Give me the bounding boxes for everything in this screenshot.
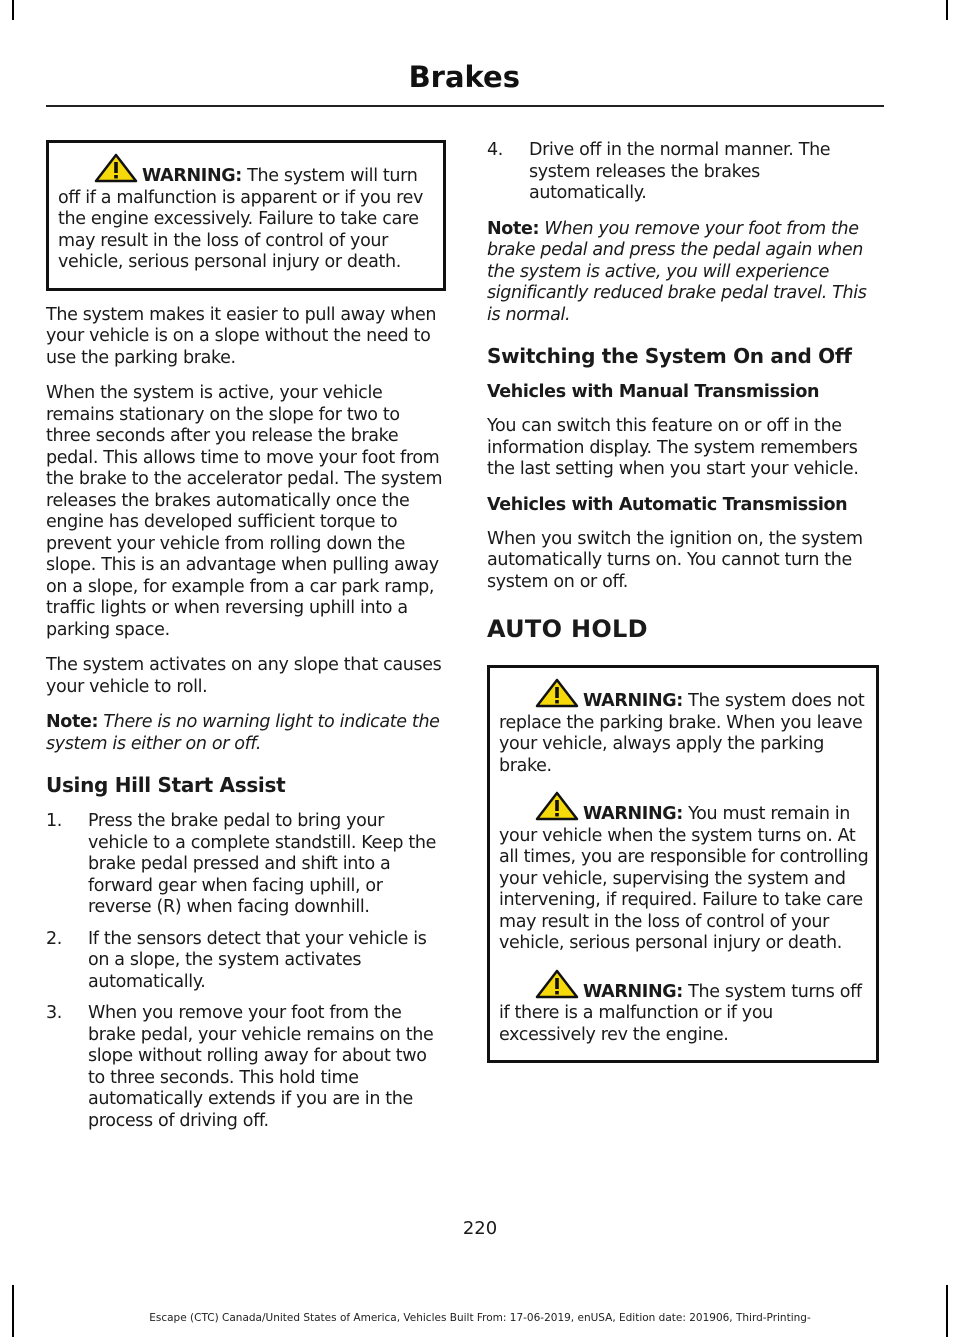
warning-paragraph [58, 153, 436, 274]
step-text: If the sensors detect that your vehicle is on a slope, the system activates automatically. [88, 928, 427, 992]
body-paragraph: The system activates on any slope that causes your vehicle to roll. [46, 655, 442, 697]
note-label: Note: [46, 712, 99, 732]
subheading: Vehicles with Manual Transmission [487, 382, 820, 402]
list-item [46, 1003, 446, 1132]
chapter-heading: AUTO HOLD [487, 615, 648, 643]
section-heading: Using Hill Start Assist [46, 773, 286, 797]
body-paragraph: When you switch the ignition on, the system automatically turns on. You cannot turn the system on or off. [487, 528, 863, 592]
note [487, 219, 879, 327]
warning-triangle-icon [535, 969, 579, 999]
warning-label: WARNING: [583, 981, 683, 1002]
warning-triangle-icon [535, 678, 579, 708]
list-item [487, 140, 879, 205]
right-column [487, 140, 879, 1077]
left-column [46, 140, 446, 1146]
step-text: When you remove your foot from the brake pedal, your vehicle remains on the slope without rolling away for about two to three seconds. This hold time automatically extends if you are in the process of driving off. [88, 1003, 434, 1131]
warning-text: The system does not replace the parking brake. When you leave your vehicle, always apply the parking brake. [499, 691, 865, 776]
step-number: 4. [487, 140, 503, 160]
note [46, 712, 446, 755]
warning-box [487, 665, 879, 1063]
section-heading: Switching the System On and Off [487, 344, 852, 368]
warning-paragraph [499, 678, 869, 777]
warning-text: The system turns off if there is a malfunction or if you excessively rev the engine. [499, 981, 862, 1045]
note-text: When you remove your foot from the brake pedal and press the pedal again when the system is active, you will experience significantly reduced brake pedal travel. This is normal. [487, 218, 867, 325]
warning-triangle-icon [535, 791, 579, 821]
crop-mark [12, 0, 14, 20]
warning-label: WARNING: [142, 166, 242, 186]
warning-paragraph [499, 969, 869, 1047]
warning-triangle-icon [94, 153, 138, 183]
body-paragraph: You can switch this feature on or off in the information display. The system remembers the last setting when you start your vehicle. [487, 416, 859, 479]
warning-text: You must remain in your vehicle when the system turns on. At all times, you are responsible for controlling your vehicle, supervising the system and intervening, if required. Failure to take care may result in the loss of control of your vehicle, serious personal injury or death. [499, 804, 869, 953]
step-number: 2. [46, 928, 62, 949]
crop-mark [12, 1285, 14, 1337]
step-text: Drive off in the normal manner. The system releases the brakes automatically. [529, 140, 831, 203]
page-number: 220 [462, 1218, 498, 1239]
list-item [46, 811, 446, 919]
header-divider [46, 105, 884, 107]
steps-list [46, 811, 446, 1132]
body-paragraph: The system makes it easier to pull away when your vehicle is on a slope without the need to use the parking brake. [46, 304, 437, 368]
warning-box [46, 140, 446, 291]
subheading: Vehicles with Automatic Transmission [487, 494, 848, 515]
body-paragraph: When the system is active, your vehicle remains stationary on the slope for two to three seconds after you release the brake pedal. This allows time to move your foot from the brake to the accelerator pedal. The system releases the brakes automatically once the engine has developed sufficient torque to prevent your vehicle from rolling down the slope. This is an advantage when pulling away on a slope, for example from a car park ramp, traffic lights or when reversing uphill into a parking space. [46, 383, 443, 640]
list-item [46, 929, 446, 994]
step-number: 3. [46, 1003, 62, 1023]
warning-label: WARNING: [583, 804, 683, 824]
crop-mark [946, 1285, 948, 1337]
page-title: Brakes [408, 60, 520, 94]
warning-text: The system will turn off if a malfunction is apparent or if you rev the engine excessively. Failure to take care may result in the loss of control of your vehicle, serious personal injury or death. [58, 166, 424, 272]
step-text: Press the brake pedal to bring your vehicle to a complete standstill. Keep the brake pedal pressed and shift into a forward gear when facing uphill, or reverse (R) when facing downhill. [88, 811, 437, 917]
crop-mark [946, 0, 948, 20]
warning-paragraph [499, 791, 869, 955]
note-label: Note: [487, 218, 540, 239]
step-number: 1. [46, 811, 62, 831]
warning-label: WARNING: [583, 691, 683, 711]
footer-text: Escape (CTC) Canada/United States of America, Vehicles Built From: 17-06-2019, enUSA, Edition date: 201906, Third-Printing- [149, 1312, 811, 1324]
steps-list-continued [487, 140, 879, 205]
note-text: There is no warning light to indicate the system is either on or off. [46, 712, 440, 754]
